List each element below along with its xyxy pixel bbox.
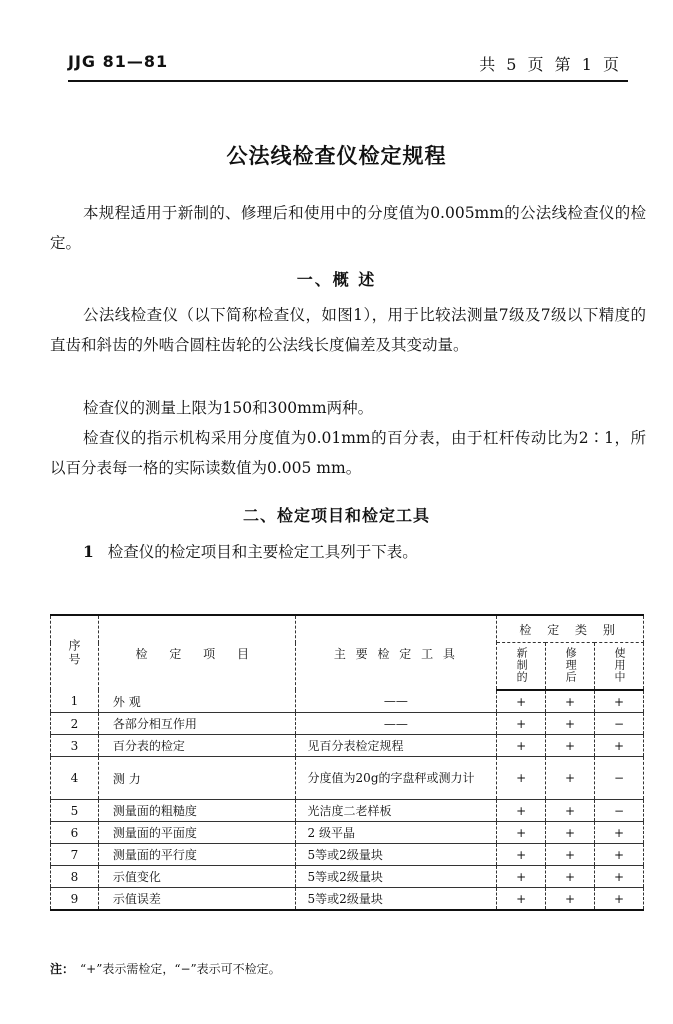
row-repaired: +: [546, 866, 595, 888]
header-category: 检 定 类 别: [497, 615, 644, 643]
row-tool: 光洁度二老样板: [295, 800, 497, 822]
page-info: 共 5 页 第 1 页: [479, 55, 619, 74]
row-item: 测量面的粗糙度: [98, 800, 295, 822]
section-2-item-1: [83, 537, 418, 567]
table-row: [51, 866, 644, 888]
row-new: +: [497, 713, 546, 735]
table-row: [51, 757, 644, 800]
table-note: [50, 960, 281, 977]
table-row: [51, 735, 644, 757]
table-row: [51, 844, 644, 866]
header-tool: 主 要 检 定 工 具: [295, 615, 497, 690]
row-repaired: +: [546, 713, 595, 735]
header-cat-new: 新制的: [497, 643, 546, 691]
header-seq: 序号: [51, 615, 99, 690]
row-tool: ——: [295, 713, 497, 735]
row-in-use: +: [595, 888, 644, 911]
section-1-paragraph-2: 检查仪的测量上限为150和300mm两种。: [83, 399, 374, 417]
verification-table: [50, 614, 644, 911]
page-header: [68, 52, 625, 82]
header-cat-in-use: 使用中: [595, 643, 644, 691]
row-repaired: +: [546, 844, 595, 866]
note-label: 注：: [50, 962, 75, 976]
row-tool: 分度值为20g的字盘秤或测力计: [295, 757, 497, 800]
row-number: 8: [51, 866, 99, 888]
row-repaired: +: [546, 735, 595, 757]
row-new: +: [497, 888, 546, 911]
row-in-use: −: [595, 713, 644, 735]
row-tool: 5等或2级量块: [295, 866, 497, 888]
section-2-heading: 二、检定项目和检定工具: [242, 506, 430, 525]
row-number: 3: [51, 735, 99, 757]
row-number: 5: [51, 800, 99, 822]
row-number: 2: [51, 713, 99, 735]
table-row: [51, 690, 644, 713]
row-item: 各部分相互作用: [98, 713, 295, 735]
row-tool: ——: [295, 690, 497, 713]
row-repaired: +: [546, 690, 595, 713]
row-tool: 2 级平晶: [295, 822, 497, 844]
section-1-heading: 一、概 述: [296, 270, 377, 289]
header-cat-repaired: 修理后: [546, 643, 595, 691]
row-item: 示值误差: [98, 888, 295, 911]
row-item: 示值变化: [98, 866, 295, 888]
row-repaired: +: [546, 757, 595, 800]
row-tool: 见百分表检定规程: [295, 735, 497, 757]
row-new: +: [497, 735, 546, 757]
item-number: 1: [83, 542, 94, 561]
row-new: +: [497, 866, 546, 888]
row-repaired: +: [546, 800, 595, 822]
row-in-use: +: [595, 844, 644, 866]
row-repaired: +: [546, 822, 595, 844]
regulation-code: JJG 81—81: [68, 52, 169, 71]
row-new: +: [497, 690, 546, 713]
section-1-paragraph-1: 公法线检查仪（以下简称检查仪，如图1），用于比较法测量7级及7级以下精度的直齿和斜齿的外啮合圆柱齿轮的公法线长度偏差及其变动量。: [50, 306, 646, 354]
row-item: 百分表的检定: [98, 735, 295, 757]
row-in-use: +: [595, 822, 644, 844]
table-row: [51, 822, 644, 844]
document-title: 公法线检查仪检定规程: [226, 144, 447, 168]
row-in-use: +: [595, 690, 644, 713]
row-new: +: [497, 757, 546, 800]
section-1-paragraph-3: 检查仪的指示机构采用分度值为0.01mm的百分表，由于杠杆传动比为2∶1，所以百分表每一格的实际读数值为0.005 mm。: [50, 429, 646, 477]
row-number: 6: [51, 822, 99, 844]
row-in-use: −: [595, 800, 644, 822]
row-tool: 5等或2级量块: [295, 888, 497, 911]
row-number: 4: [51, 757, 99, 800]
note-text: “+”表示需检定，“−”表示可不检定。: [80, 962, 281, 976]
row-in-use: +: [595, 735, 644, 757]
table-row: [51, 800, 644, 822]
intro-paragraph: 本规程适用于新制的、修理后和使用中的分度值为0.005mm的公法线检查仪的检定。: [50, 204, 646, 252]
row-item: 测量面的平面度: [98, 822, 295, 844]
row-new: +: [497, 844, 546, 866]
header-item: 检 定 项 目: [98, 615, 295, 690]
table-row: [51, 888, 644, 911]
row-in-use: −: [595, 757, 644, 800]
row-new: +: [497, 800, 546, 822]
header-rule: [68, 80, 628, 82]
row-item: 测 力: [98, 757, 295, 800]
row-number: 7: [51, 844, 99, 866]
item-text: 检查仪的检定项目和主要检定工具列于下表。: [107, 543, 418, 561]
row-item: 外 观: [98, 690, 295, 713]
row-number: 1: [51, 690, 99, 713]
row-repaired: +: [546, 888, 595, 911]
row-in-use: +: [595, 866, 644, 888]
table-row: [51, 713, 644, 735]
row-number: 9: [51, 888, 99, 911]
row-item: 测量面的平行度: [98, 844, 295, 866]
row-tool: 5等或2级量块: [295, 844, 497, 866]
row-new: +: [497, 822, 546, 844]
